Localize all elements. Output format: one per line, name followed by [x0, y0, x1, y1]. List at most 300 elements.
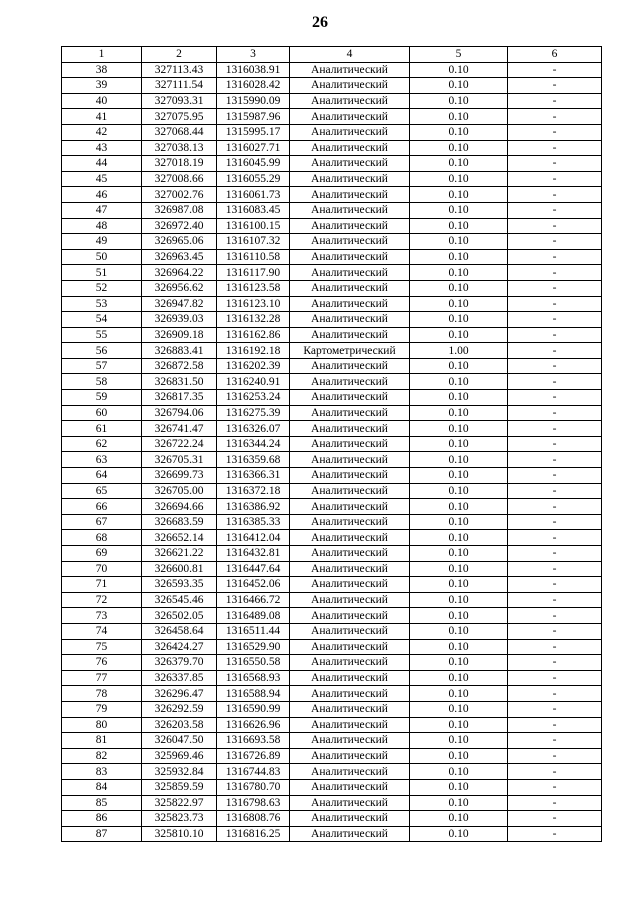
note-cell: -: [508, 733, 602, 749]
y-coordinate-cell: 1315995.17: [217, 124, 290, 140]
point-number-cell: 66: [62, 499, 142, 515]
note-cell: -: [508, 187, 602, 203]
method-cell: Аналитический: [290, 686, 410, 702]
table-row: [62, 514, 602, 530]
point-number-cell: 76: [62, 655, 142, 671]
point-number-cell: 38: [62, 62, 142, 78]
note-cell: -: [508, 171, 602, 187]
y-coordinate-cell: 1316275.39: [217, 405, 290, 421]
point-number-cell: 81: [62, 733, 142, 749]
point-number-cell: 65: [62, 483, 142, 499]
method-cell: Аналитический: [290, 296, 410, 312]
table-row: [62, 156, 602, 172]
point-number-cell: 48: [62, 218, 142, 234]
point-number-cell: 49: [62, 234, 142, 250]
method-cell: Аналитический: [290, 421, 410, 437]
note-cell: -: [508, 109, 602, 125]
x-coordinate-cell: 326203.58: [142, 717, 217, 733]
method-cell: Аналитический: [290, 670, 410, 686]
y-coordinate-cell: 1316511.44: [217, 623, 290, 639]
x-coordinate-cell: 326600.81: [142, 561, 217, 577]
accuracy-cell: 0.10: [410, 202, 508, 218]
y-coordinate-cell: 1316038.91: [217, 62, 290, 78]
table-row: [62, 701, 602, 717]
accuracy-cell: 0.10: [410, 249, 508, 265]
x-coordinate-cell: 326956.62: [142, 280, 217, 296]
point-number-cell: 86: [62, 811, 142, 827]
note-cell: -: [508, 390, 602, 406]
x-coordinate-cell: 327093.31: [142, 93, 217, 109]
accuracy-cell: 0.10: [410, 655, 508, 671]
point-number-cell: 54: [62, 312, 142, 328]
y-coordinate-cell: 1316693.58: [217, 733, 290, 749]
note-cell: -: [508, 140, 602, 156]
accuracy-cell: 1.00: [410, 343, 508, 359]
x-coordinate-cell: 325822.97: [142, 795, 217, 811]
y-coordinate-cell: 1316744.83: [217, 764, 290, 780]
table-row: [62, 343, 602, 359]
accuracy-cell: 0.10: [410, 686, 508, 702]
accuracy-cell: 0.10: [410, 701, 508, 717]
note-cell: -: [508, 701, 602, 717]
point-number-cell: 75: [62, 639, 142, 655]
y-coordinate-cell: 1316780.70: [217, 779, 290, 795]
x-coordinate-cell: 326722.24: [142, 436, 217, 452]
column-header: 5: [410, 47, 508, 63]
table-row: [62, 483, 602, 499]
method-cell: Аналитический: [290, 187, 410, 203]
y-coordinate-cell: 1316045.99: [217, 156, 290, 172]
point-number-cell: 61: [62, 421, 142, 437]
y-coordinate-cell: 1316110.58: [217, 249, 290, 265]
table-row: [62, 764, 602, 780]
note-cell: -: [508, 561, 602, 577]
accuracy-cell: 0.10: [410, 78, 508, 94]
table-row: [62, 187, 602, 203]
point-number-cell: 44: [62, 156, 142, 172]
table-row: [62, 93, 602, 109]
method-cell: Аналитический: [290, 608, 410, 624]
method-cell: Аналитический: [290, 374, 410, 390]
accuracy-cell: 0.10: [410, 296, 508, 312]
method-cell: Аналитический: [290, 390, 410, 406]
accuracy-cell: 0.10: [410, 514, 508, 530]
y-coordinate-cell: 1316162.86: [217, 327, 290, 343]
accuracy-cell: 0.10: [410, 405, 508, 421]
note-cell: -: [508, 374, 602, 390]
x-coordinate-cell: 326817.35: [142, 390, 217, 406]
note-cell: -: [508, 546, 602, 562]
accuracy-cell: 0.10: [410, 327, 508, 343]
point-number-cell: 79: [62, 701, 142, 717]
note-cell: -: [508, 62, 602, 78]
accuracy-cell: 0.10: [410, 530, 508, 546]
x-coordinate-cell: 326047.50: [142, 733, 217, 749]
table-row: [62, 546, 602, 562]
column-header: 1: [62, 47, 142, 63]
table-row: [62, 748, 602, 764]
point-number-cell: 47: [62, 202, 142, 218]
table-row: [62, 218, 602, 234]
method-cell: Аналитический: [290, 623, 410, 639]
note-cell: -: [508, 764, 602, 780]
x-coordinate-cell: 325932.84: [142, 764, 217, 780]
accuracy-cell: 0.10: [410, 717, 508, 733]
method-cell: Аналитический: [290, 78, 410, 94]
method-cell: Аналитический: [290, 265, 410, 281]
point-number-cell: 62: [62, 436, 142, 452]
y-coordinate-cell: 1316808.76: [217, 811, 290, 827]
method-cell: Аналитический: [290, 530, 410, 546]
table-row: [62, 811, 602, 827]
y-coordinate-cell: 1316117.90: [217, 265, 290, 281]
note-cell: -: [508, 748, 602, 764]
method-cell: Аналитический: [290, 312, 410, 328]
note-cell: -: [508, 608, 602, 624]
point-number-cell: 46: [62, 187, 142, 203]
method-cell: Аналитический: [290, 452, 410, 468]
x-coordinate-cell: 326694.66: [142, 499, 217, 515]
accuracy-cell: 0.10: [410, 811, 508, 827]
table-row: [62, 561, 602, 577]
y-coordinate-cell: 1316590.99: [217, 701, 290, 717]
table-row: [62, 452, 602, 468]
y-coordinate-cell: 1316359.68: [217, 452, 290, 468]
coordinates-table: [61, 46, 602, 842]
x-coordinate-cell: 326963.45: [142, 249, 217, 265]
method-cell: Аналитический: [290, 655, 410, 671]
note-cell: -: [508, 280, 602, 296]
x-coordinate-cell: 327018.19: [142, 156, 217, 172]
point-number-cell: 40: [62, 93, 142, 109]
point-number-cell: 52: [62, 280, 142, 296]
point-number-cell: 56: [62, 343, 142, 359]
column-header: 6: [508, 47, 602, 63]
table-row: [62, 826, 602, 842]
accuracy-cell: 0.10: [410, 577, 508, 593]
x-coordinate-cell: 327038.13: [142, 140, 217, 156]
table-row: [62, 592, 602, 608]
method-cell: Аналитический: [290, 733, 410, 749]
table-row: [62, 779, 602, 795]
accuracy-cell: 0.10: [410, 608, 508, 624]
point-number-cell: 55: [62, 327, 142, 343]
y-coordinate-cell: 1316132.28: [217, 312, 290, 328]
accuracy-cell: 0.10: [410, 187, 508, 203]
accuracy-cell: 0.10: [410, 764, 508, 780]
note-cell: -: [508, 811, 602, 827]
y-coordinate-cell: 1316529.90: [217, 639, 290, 655]
method-cell: Аналитический: [290, 514, 410, 530]
note-cell: -: [508, 124, 602, 140]
x-coordinate-cell: 326292.59: [142, 701, 217, 717]
x-coordinate-cell: 326424.27: [142, 639, 217, 655]
column-header: 4: [290, 47, 410, 63]
table-row: [62, 296, 602, 312]
table-row: [62, 795, 602, 811]
point-number-cell: 58: [62, 374, 142, 390]
y-coordinate-cell: 1316432.81: [217, 546, 290, 562]
x-coordinate-cell: 326652.14: [142, 530, 217, 546]
method-cell: Аналитический: [290, 218, 410, 234]
y-coordinate-cell: 1316447.64: [217, 561, 290, 577]
note-cell: -: [508, 296, 602, 312]
point-number-cell: 68: [62, 530, 142, 546]
method-cell: Аналитический: [290, 468, 410, 484]
y-coordinate-cell: 1316568.93: [217, 670, 290, 686]
x-coordinate-cell: 327068.44: [142, 124, 217, 140]
note-cell: -: [508, 530, 602, 546]
table-row: [62, 623, 602, 639]
column-header: 2: [142, 47, 217, 63]
y-coordinate-cell: 1316550.58: [217, 655, 290, 671]
method-cell: Аналитический: [290, 109, 410, 125]
y-coordinate-cell: 1316253.24: [217, 390, 290, 406]
point-number-cell: 67: [62, 514, 142, 530]
table-row: [62, 577, 602, 593]
table-row: [62, 312, 602, 328]
note-cell: -: [508, 514, 602, 530]
y-coordinate-cell: 1316489.08: [217, 608, 290, 624]
table-row: [62, 468, 602, 484]
note-cell: -: [508, 670, 602, 686]
point-number-cell: 51: [62, 265, 142, 281]
table-row: [62, 202, 602, 218]
note-cell: -: [508, 78, 602, 94]
accuracy-cell: 0.10: [410, 795, 508, 811]
x-coordinate-cell: 326831.50: [142, 374, 217, 390]
y-coordinate-cell: 1316466.72: [217, 592, 290, 608]
y-coordinate-cell: 1316123.58: [217, 280, 290, 296]
x-coordinate-cell: 325969.46: [142, 748, 217, 764]
method-cell: Аналитический: [290, 405, 410, 421]
point-number-cell: 57: [62, 358, 142, 374]
note-cell: -: [508, 623, 602, 639]
table-row: [62, 327, 602, 343]
y-coordinate-cell: 1316202.39: [217, 358, 290, 374]
point-number-cell: 82: [62, 748, 142, 764]
x-coordinate-cell: 325823.73: [142, 811, 217, 827]
table-row: [62, 280, 602, 296]
method-cell: Аналитический: [290, 577, 410, 593]
table-header-row: [62, 47, 602, 63]
y-coordinate-cell: 1315990.09: [217, 93, 290, 109]
x-coordinate-cell: 326705.00: [142, 483, 217, 499]
y-coordinate-cell: 1316412.04: [217, 530, 290, 546]
y-coordinate-cell: 1316326.07: [217, 421, 290, 437]
note-cell: -: [508, 358, 602, 374]
accuracy-cell: 0.10: [410, 748, 508, 764]
table-row: [62, 390, 602, 406]
accuracy-cell: 0.10: [410, 218, 508, 234]
accuracy-cell: 0.10: [410, 779, 508, 795]
note-cell: -: [508, 483, 602, 499]
note-cell: -: [508, 577, 602, 593]
point-number-cell: 59: [62, 390, 142, 406]
table-body: [62, 62, 602, 842]
x-coordinate-cell: 325859.59: [142, 779, 217, 795]
y-coordinate-cell: 1316366.31: [217, 468, 290, 484]
accuracy-cell: 0.10: [410, 93, 508, 109]
column-header: 3: [217, 47, 290, 63]
x-coordinate-cell: 327075.95: [142, 109, 217, 125]
y-coordinate-cell: 1316816.25: [217, 826, 290, 842]
x-coordinate-cell: 325810.10: [142, 826, 217, 842]
y-coordinate-cell: 1316083.45: [217, 202, 290, 218]
x-coordinate-cell: 326502.05: [142, 608, 217, 624]
x-coordinate-cell: 327002.76: [142, 187, 217, 203]
accuracy-cell: 0.10: [410, 156, 508, 172]
y-coordinate-cell: 1316386.92: [217, 499, 290, 515]
x-coordinate-cell: 326705.31: [142, 452, 217, 468]
table-row: [62, 234, 602, 250]
accuracy-cell: 0.10: [410, 452, 508, 468]
accuracy-cell: 0.10: [410, 171, 508, 187]
note-cell: -: [508, 468, 602, 484]
method-cell: Аналитический: [290, 234, 410, 250]
method-cell: Аналитический: [290, 436, 410, 452]
accuracy-cell: 0.10: [410, 592, 508, 608]
y-coordinate-cell: 1316726.89: [217, 748, 290, 764]
note-cell: -: [508, 421, 602, 437]
method-cell: Аналитический: [290, 358, 410, 374]
y-coordinate-cell: 1316372.18: [217, 483, 290, 499]
point-number-cell: 80: [62, 717, 142, 733]
y-coordinate-cell: 1316192.18: [217, 343, 290, 359]
accuracy-cell: 0.10: [410, 358, 508, 374]
accuracy-cell: 0.10: [410, 468, 508, 484]
table-row: [62, 717, 602, 733]
method-cell: Аналитический: [290, 327, 410, 343]
table-row: [62, 655, 602, 671]
note-cell: -: [508, 327, 602, 343]
method-cell: Аналитический: [290, 156, 410, 172]
point-number-cell: 78: [62, 686, 142, 702]
accuracy-cell: 0.10: [410, 265, 508, 281]
point-number-cell: 39: [62, 78, 142, 94]
y-coordinate-cell: 1315987.96: [217, 109, 290, 125]
table-row: [62, 733, 602, 749]
method-cell: Аналитический: [290, 826, 410, 842]
note-cell: -: [508, 249, 602, 265]
method-cell: Аналитический: [290, 811, 410, 827]
note-cell: -: [508, 218, 602, 234]
table-row: [62, 374, 602, 390]
accuracy-cell: 0.10: [410, 374, 508, 390]
accuracy-cell: 0.10: [410, 623, 508, 639]
method-cell: Аналитический: [290, 764, 410, 780]
table-row: [62, 436, 602, 452]
page-number: 26: [312, 14, 328, 31]
table-row: [62, 530, 602, 546]
accuracy-cell: 0.10: [410, 499, 508, 515]
x-coordinate-cell: 327113.43: [142, 62, 217, 78]
table-row: [62, 265, 602, 281]
y-coordinate-cell: 1316385.33: [217, 514, 290, 530]
method-cell: Аналитический: [290, 280, 410, 296]
note-cell: -: [508, 202, 602, 218]
accuracy-cell: 0.10: [410, 109, 508, 125]
y-coordinate-cell: 1316100.15: [217, 218, 290, 234]
method-cell: Аналитический: [290, 140, 410, 156]
point-number-cell: 71: [62, 577, 142, 593]
y-coordinate-cell: 1316028.42: [217, 78, 290, 94]
table-row: [62, 124, 602, 140]
point-number-cell: 45: [62, 171, 142, 187]
x-coordinate-cell: 326939.03: [142, 312, 217, 328]
x-coordinate-cell: 326872.58: [142, 358, 217, 374]
y-coordinate-cell: 1316588.94: [217, 686, 290, 702]
x-coordinate-cell: 326593.35: [142, 577, 217, 593]
note-cell: -: [508, 717, 602, 733]
note-cell: -: [508, 686, 602, 702]
method-cell: Аналитический: [290, 249, 410, 265]
table-row: [62, 421, 602, 437]
method-cell: Аналитический: [290, 483, 410, 499]
x-coordinate-cell: 326699.73: [142, 468, 217, 484]
point-number-cell: 64: [62, 468, 142, 484]
table-row: [62, 686, 602, 702]
point-number-cell: 87: [62, 826, 142, 842]
note-cell: -: [508, 655, 602, 671]
table-row: [62, 109, 602, 125]
note-cell: -: [508, 234, 602, 250]
x-coordinate-cell: 327008.66: [142, 171, 217, 187]
y-coordinate-cell: 1316798.63: [217, 795, 290, 811]
accuracy-cell: 0.10: [410, 124, 508, 140]
method-cell: Аналитический: [290, 795, 410, 811]
accuracy-cell: 0.10: [410, 826, 508, 842]
method-cell: Аналитический: [290, 561, 410, 577]
x-coordinate-cell: 326947.82: [142, 296, 217, 312]
note-cell: -: [508, 312, 602, 328]
y-coordinate-cell: 1316626.96: [217, 717, 290, 733]
x-coordinate-cell: 326965.06: [142, 234, 217, 250]
accuracy-cell: 0.10: [410, 140, 508, 156]
point-number-cell: 72: [62, 592, 142, 608]
y-coordinate-cell: 1316344.24: [217, 436, 290, 452]
point-number-cell: 73: [62, 608, 142, 624]
method-cell: Аналитический: [290, 639, 410, 655]
x-coordinate-cell: 326794.06: [142, 405, 217, 421]
point-number-cell: 77: [62, 670, 142, 686]
x-coordinate-cell: 326741.47: [142, 421, 217, 437]
note-cell: -: [508, 826, 602, 842]
point-number-cell: 69: [62, 546, 142, 562]
accuracy-cell: 0.10: [410, 436, 508, 452]
note-cell: -: [508, 265, 602, 281]
accuracy-cell: 0.10: [410, 546, 508, 562]
accuracy-cell: 0.10: [410, 312, 508, 328]
table-row: [62, 249, 602, 265]
method-cell: Аналитический: [290, 748, 410, 764]
accuracy-cell: 0.10: [410, 62, 508, 78]
point-number-cell: 85: [62, 795, 142, 811]
table-row: [62, 78, 602, 94]
method-cell: Аналитический: [290, 701, 410, 717]
point-number-cell: 70: [62, 561, 142, 577]
y-coordinate-cell: 1316123.10: [217, 296, 290, 312]
note-cell: -: [508, 436, 602, 452]
point-number-cell: 43: [62, 140, 142, 156]
table-row: [62, 171, 602, 187]
table-row: [62, 639, 602, 655]
note-cell: -: [508, 452, 602, 468]
method-cell: Аналитический: [290, 592, 410, 608]
method-cell: Аналитический: [290, 124, 410, 140]
y-coordinate-cell: 1316061.73: [217, 187, 290, 203]
point-number-cell: 50: [62, 249, 142, 265]
